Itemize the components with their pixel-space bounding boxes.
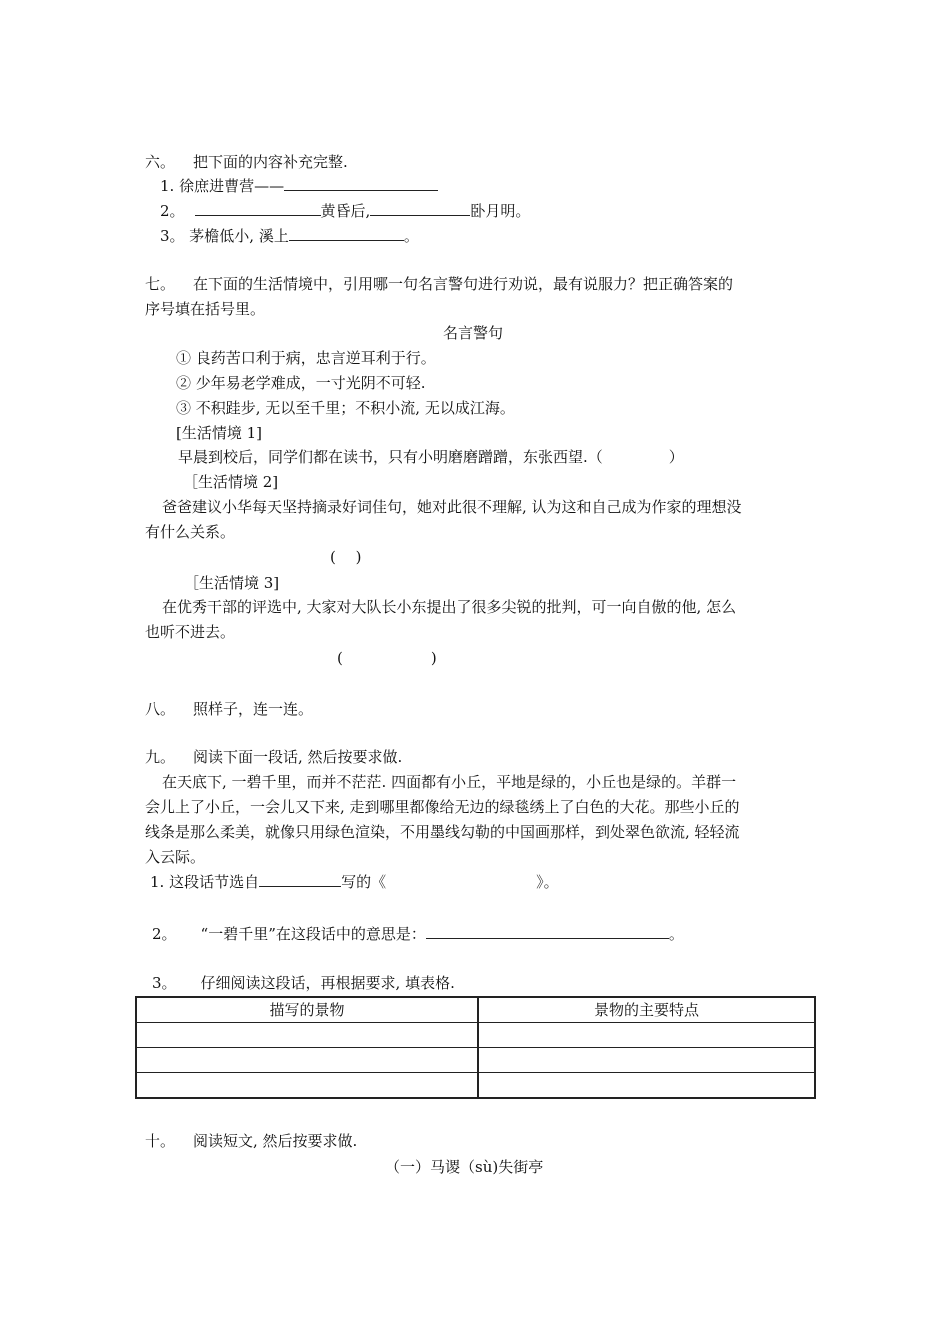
quote-2: ② 少年易老学难成，一寸光阴不可轻. [176, 374, 426, 392]
scenery-table [135, 996, 816, 1099]
passage-line-3: 线条是那么柔美，就像只用绿色渲染，不用墨线勾勒的中国画那样，到处翠色欲流, 轻轻流 [145, 823, 740, 841]
story-title: （一）马谡（sù)失街亭 [385, 1158, 544, 1176]
answer-paren-3[interactable]: ( ) [337, 649, 437, 667]
fill-item-1: 1. 徐庶进曹营—— [160, 175, 438, 197]
passage-line-2: 会儿上了小丘，一会儿又下来, 走到哪里都像给无边的绿毯绣上了白色的大花。那些小丘的 [145, 798, 740, 816]
question-9-2: 2。 “一碧千里”在这段话中的意思是： 。 [152, 925, 684, 943]
situation-1-label: [生活情境 1] [176, 424, 263, 442]
column-header-features: 景物的主要特点 [478, 997, 815, 1023]
column-header-scenery: 描写的景物 [136, 997, 478, 1023]
answer-blank[interactable] [195, 200, 321, 216]
table-cell[interactable] [478, 1048, 815, 1073]
answer-blank[interactable] [370, 200, 470, 216]
section-8-heading: 八。 照样子，连一连。 [145, 700, 314, 718]
question-9-1: 1. 这段话节选自 写的《 》。 [150, 873, 559, 891]
table-cell[interactable] [136, 1073, 478, 1099]
fill-item-3: 3。 茅檐低小, 溪上 。 [160, 227, 419, 245]
situation-3-text-cont: 也听不进去。 [145, 623, 236, 641]
passage-line-1: 在天底下, 一碧千里，而并不茫茫. 四面都有小丘，平地是绿的，小丘也是绿的。羊群一 [162, 773, 737, 791]
table-row [136, 1048, 815, 1073]
answer-paren-2[interactable]: ( ) [330, 548, 362, 566]
situation-3-label: ［生活情境 3] [184, 574, 280, 592]
table-row [136, 1023, 815, 1048]
passage-line-4: 入云际。 [145, 848, 206, 866]
answer-blank[interactable] [284, 175, 438, 191]
situation-2-text-cont: 有什么关系。 [145, 523, 236, 541]
section-7-heading: 七。 在下面的生活情境中，引用哪一句名言警句进行劝说，最有说服力？把正确答案的 [145, 275, 734, 293]
section-6-heading: 六。 把下面的内容补充完整. [145, 153, 348, 171]
situation-1-text: 早晨到校后，同学们都在读书，只有小明磨磨蹭蹭，东张西望.（ ） [178, 448, 684, 466]
fill-item-2: 2。 黄昏后, 卧月明。 [160, 202, 531, 220]
situation-2-label: ［生活情境 2] [183, 473, 279, 491]
question-9-3: 3。 仔细阅读这段话，再根据要求, 填表格. [152, 974, 455, 992]
table-cell[interactable] [478, 1023, 815, 1048]
table-cell[interactable] [136, 1023, 478, 1048]
quote-1: ① 良药苦口利于病，忠言逆耳利于行。 [176, 349, 436, 367]
table-cell[interactable] [478, 1073, 815, 1099]
quote-3: ③ 不积跬步, 无以至千里；不积小流, 无以成江海。 [176, 399, 515, 417]
section-7-heading-cont: 序号填在括号里。 [145, 300, 266, 318]
quotes-title: 名言警句 [443, 324, 504, 342]
answer-blank[interactable] [426, 923, 669, 939]
section-9-heading: 九。 阅读下面一段话, 然后按要求做. [145, 748, 403, 766]
situation-3-text: 在优秀干部的评选中, 大家对大队长小东提出了很多尖锐的批判，可一向自傲的他, 怎么 [162, 598, 737, 616]
table-header-row [136, 997, 815, 1023]
table-cell[interactable] [136, 1048, 478, 1073]
section-10-heading: 十。 阅读短文, 然后按要求做. [145, 1132, 358, 1150]
answer-blank[interactable] [289, 225, 404, 241]
situation-2-text: 爸爸建议小华每天坚持摘录好词佳句，她对此很不理解, 认为这和自己成为作家的理想没 [162, 498, 742, 516]
table-row [136, 1073, 815, 1099]
answer-blank[interactable] [259, 871, 341, 887]
